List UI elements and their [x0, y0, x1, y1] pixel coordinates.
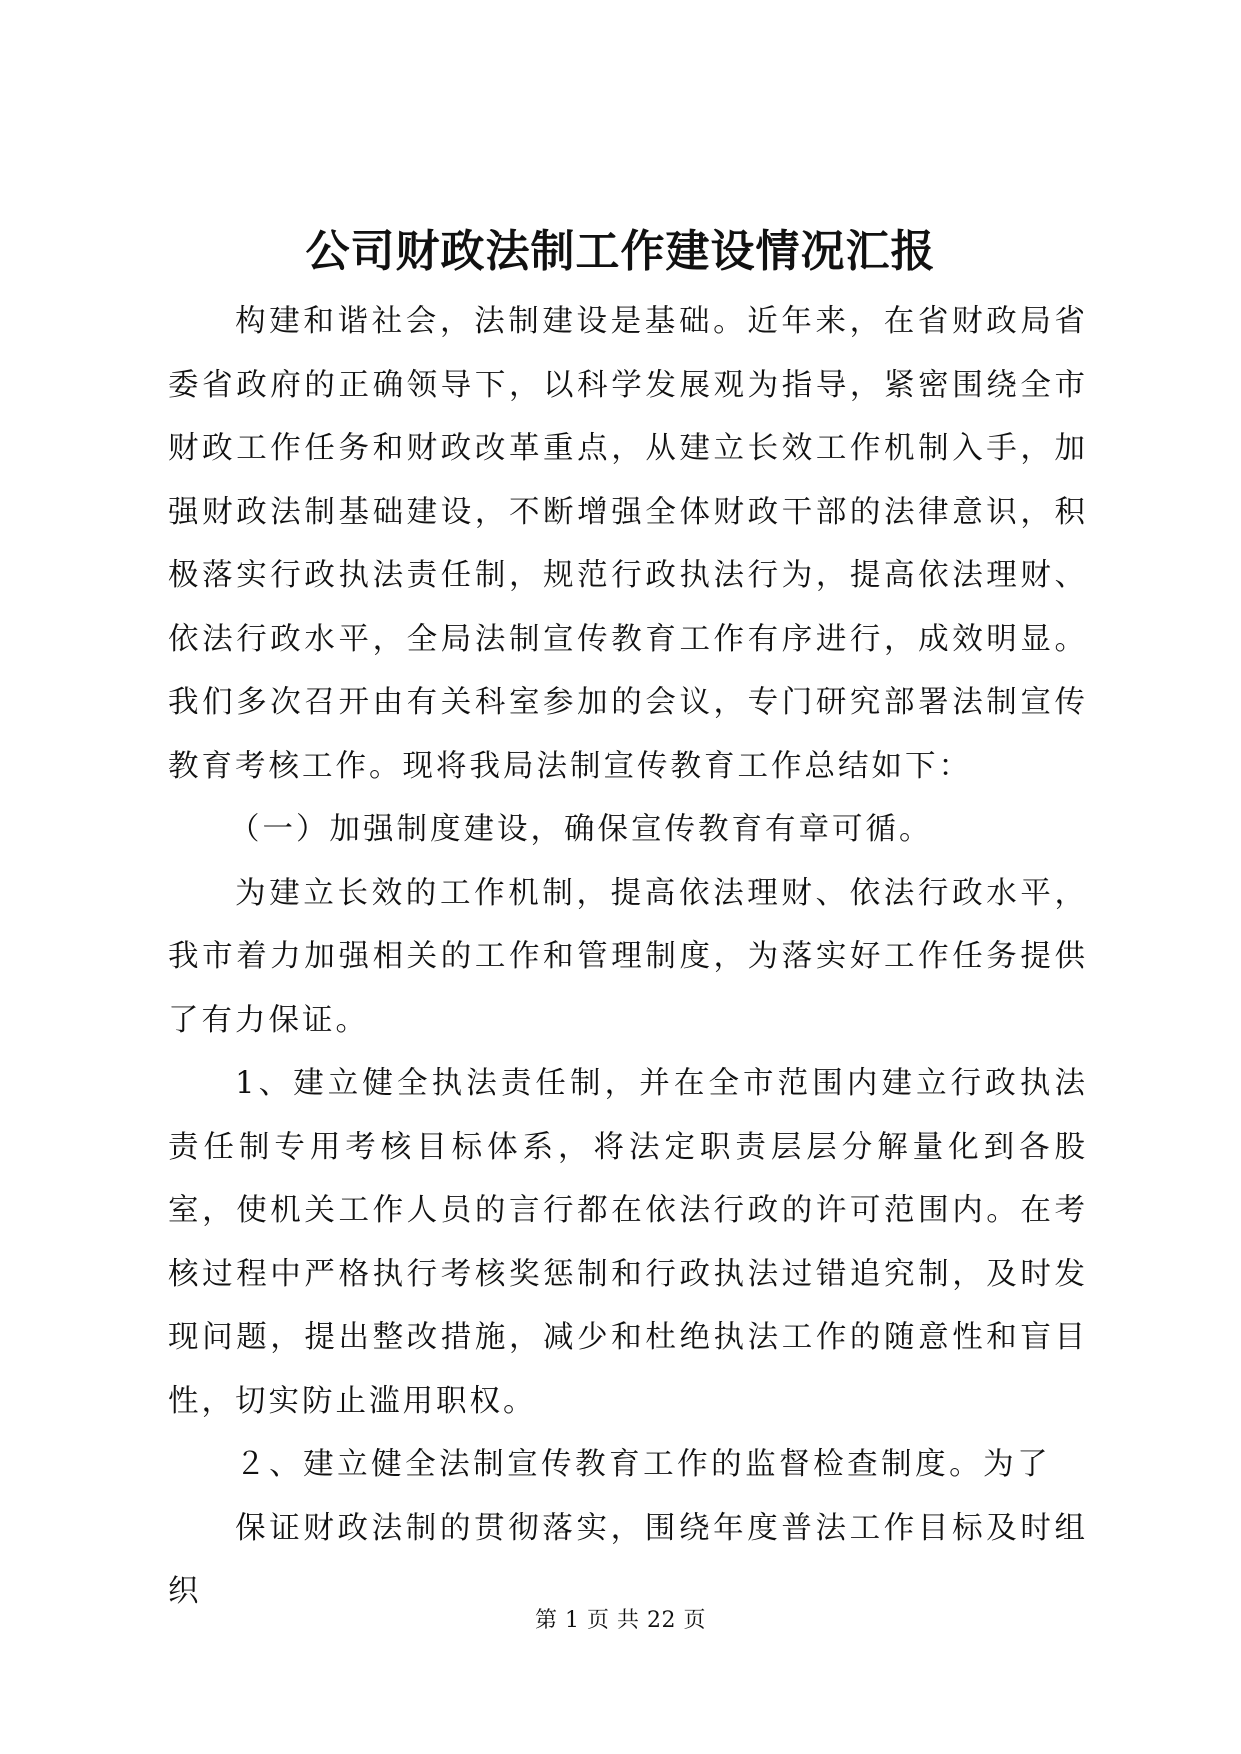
section-heading-1: （一）加强制度建设，确保宣传教育有章可循。: [229, 812, 933, 847]
document-title: 公司财政法制工作建设情况汇报: [305, 226, 936, 277]
paragraph-section-1: 为建立长效的工作机制，提高依法理财、依法行政水平，我市着力加强相关的工作和管理制度，为落实好工作任务提供了有力保证。: [168, 875, 1088, 1038]
paragraph-item-2: ２、建立健全法制宣传教育工作的监督检查制度。为了: [235, 1447, 1052, 1482]
paragraph-intro: 构建和谐社会，法制建设是基础。近年来，在省财政局省委省政府的正确领导下，以科学发展观为指导，紧密围绕全市财政工作任务和财政改革重点，从建立长效工作机制入手，加强财政法制基础建设，不断增强全体财政干部的法律意识，积极落实行政执法责任制，规范行政执法行为，提高依法理财、依法行政水平，全局法制宣传教育工作有序进行，成效明显。我们多次召开由有关科室参加的会议，专门研究部署法制宣传教育考核工作。现将我局法制宣传教育工作总结如下：: [168, 304, 1088, 784]
page-number-footer: 第 1 页 共 22 页: [535, 1608, 706, 1633]
document-body: [168, 290, 1088, 1624]
paragraph-item-1: 1、建立健全执法责任制，并在全市范围内建立行政执法责任制专用考核目标体系，将法定职责层层分解量化到各股室，使机关工作人员的言行都在依法行政的许可范围内。在考核过程中严格执行考核奖惩制和行政执法过错追究制，及时发现问题，提出整改措施，减少和杜绝执法工作的随意性和盲目性，切实防止滥用职权。: [168, 1066, 1088, 1419]
paragraph-item-2-continued: 保证财政法制的贯彻落实，围绕年度普法工作目标及时组织: [168, 1510, 1088, 1609]
